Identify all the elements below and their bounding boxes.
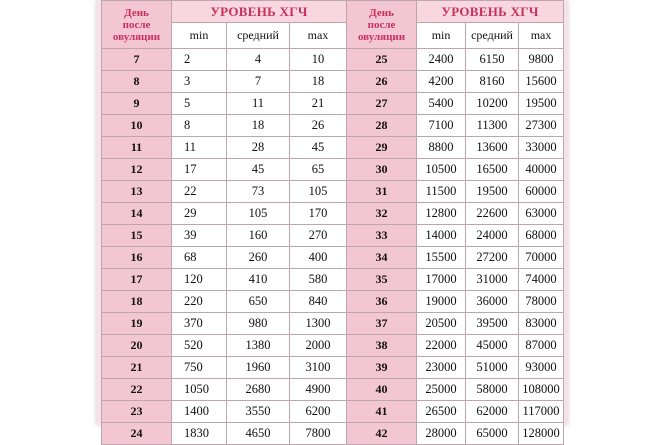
mid-value-cell: 8160: [466, 71, 519, 93]
day-cell: 27: [347, 93, 417, 115]
table-row: [102, 71, 564, 93]
day-cell: 26: [347, 71, 417, 93]
min-value-cell: 5: [172, 93, 227, 115]
min-value-cell: 22000: [417, 335, 466, 357]
day-cell: 41: [347, 401, 417, 423]
day-header-line-1: День: [124, 6, 149, 19]
mid-value-cell: 4650: [227, 423, 290, 445]
day-cell: 42: [347, 423, 417, 445]
min-value-cell: 2400: [417, 49, 466, 71]
max-value-cell: 93000: [519, 357, 564, 379]
mid-value-cell: 11300: [466, 115, 519, 137]
day-cell: 33: [347, 225, 417, 247]
min-value-cell: 17000: [417, 269, 466, 291]
day-cell: 22: [102, 379, 172, 401]
mid-value-cell: 11: [227, 93, 290, 115]
mid-value-cell: 31000: [466, 269, 519, 291]
mid-value-cell: 3550: [227, 401, 290, 423]
day-cell: 9: [102, 93, 172, 115]
day-header-line-1: День: [369, 6, 394, 19]
min-value-cell: 8800: [417, 137, 466, 159]
min-value-cell: 120: [172, 269, 227, 291]
day-cell: 32: [347, 203, 417, 225]
max-value-cell: 45: [290, 137, 347, 159]
day-after-ovulation-header-left: [102, 1, 172, 49]
day-cell: 17: [102, 269, 172, 291]
day-cell: 15: [102, 225, 172, 247]
mid-column-header-left: средний: [227, 23, 290, 49]
mid-value-cell: 160: [227, 225, 290, 247]
max-value-cell: 6200: [290, 401, 347, 423]
mid-value-cell: 105: [227, 203, 290, 225]
min-value-cell: 1400: [172, 401, 227, 423]
table-row: [102, 313, 564, 335]
mid-value-cell: 7: [227, 71, 290, 93]
min-value-cell: 4200: [417, 71, 466, 93]
min-value-cell: 520: [172, 335, 227, 357]
day-cell: 31: [347, 181, 417, 203]
mid-value-cell: 2680: [227, 379, 290, 401]
min-column-header-right: min: [417, 23, 466, 49]
mid-value-cell: 650: [227, 291, 290, 313]
min-value-cell: 19000: [417, 291, 466, 313]
max-value-cell: 580: [290, 269, 347, 291]
day-cell: 7: [102, 49, 172, 71]
min-value-cell: 39: [172, 225, 227, 247]
hcg-level-header-left: УРОВЕНЬ ХГЧ: [172, 1, 347, 23]
day-header-line-2: после: [122, 18, 151, 31]
min-value-cell: 29: [172, 203, 227, 225]
day-header-line-2: после: [367, 18, 396, 31]
mid-value-cell: 1960: [227, 357, 290, 379]
max-value-cell: 87000: [519, 335, 564, 357]
max-value-cell: 18: [290, 71, 347, 93]
mid-value-cell: 45000: [466, 335, 519, 357]
table-row: [102, 379, 564, 401]
min-value-cell: 1830: [172, 423, 227, 445]
mid-value-cell: 45: [227, 159, 290, 181]
day-cell: 10: [102, 115, 172, 137]
mid-value-cell: 4: [227, 49, 290, 71]
max-value-cell: 128000: [519, 423, 564, 445]
table-row: [102, 357, 564, 379]
min-value-cell: 7100: [417, 115, 466, 137]
day-cell: 14: [102, 203, 172, 225]
table-row: [102, 291, 564, 313]
table-row: [102, 203, 564, 225]
max-value-cell: 400: [290, 247, 347, 269]
max-value-cell: 117000: [519, 401, 564, 423]
day-header-line-3: овуляции: [357, 30, 406, 43]
day-cell: 29: [347, 137, 417, 159]
mid-value-cell: 980: [227, 313, 290, 335]
day-cell: 38: [347, 335, 417, 357]
min-value-cell: 28000: [417, 423, 466, 445]
day-cell: 35: [347, 269, 417, 291]
hcg-level-header-right: УРОВЕНЬ ХГЧ: [417, 1, 564, 23]
min-value-cell: 5400: [417, 93, 466, 115]
day-after-ovulation-header-right: [347, 1, 417, 49]
mid-value-cell: 19500: [466, 181, 519, 203]
mid-value-cell: 18: [227, 115, 290, 137]
day-cell: 30: [347, 159, 417, 181]
max-value-cell: 70000: [519, 247, 564, 269]
day-cell: 12: [102, 159, 172, 181]
table-row: [102, 269, 564, 291]
min-value-cell: 1050: [172, 379, 227, 401]
mid-value-cell: 22600: [466, 203, 519, 225]
max-value-cell: 63000: [519, 203, 564, 225]
day-cell: 19: [102, 313, 172, 335]
table-row: [102, 115, 564, 137]
table-row: [102, 225, 564, 247]
max-value-cell: 9800: [519, 49, 564, 71]
mid-column-header-right: средний: [466, 23, 519, 49]
min-value-cell: 370: [172, 313, 227, 335]
max-value-cell: 21: [290, 93, 347, 115]
max-value-cell: 270: [290, 225, 347, 247]
max-value-cell: 68000: [519, 225, 564, 247]
max-value-cell: 27300: [519, 115, 564, 137]
max-value-cell: 1300: [290, 313, 347, 335]
max-value-cell: 60000: [519, 181, 564, 203]
day-cell: 34: [347, 247, 417, 269]
mid-value-cell: 65000: [466, 423, 519, 445]
max-column-header-left: max: [290, 23, 347, 49]
day-cell: 13: [102, 181, 172, 203]
mid-value-cell: 36000: [466, 291, 519, 313]
day-cell: 36: [347, 291, 417, 313]
min-value-cell: 17: [172, 159, 227, 181]
day-cell: 28: [347, 115, 417, 137]
day-cell: 23: [102, 401, 172, 423]
table-row: [102, 423, 564, 445]
max-value-cell: 74000: [519, 269, 564, 291]
min-value-cell: 68: [172, 247, 227, 269]
max-value-cell: 26: [290, 115, 347, 137]
mid-value-cell: 62000: [466, 401, 519, 423]
day-cell: 16: [102, 247, 172, 269]
max-value-cell: 65: [290, 159, 347, 181]
min-column-header-left: min: [172, 23, 227, 49]
min-value-cell: 22: [172, 181, 227, 203]
max-value-cell: 78000: [519, 291, 564, 313]
mid-value-cell: 39500: [466, 313, 519, 335]
mid-value-cell: 58000: [466, 379, 519, 401]
min-value-cell: 750: [172, 357, 227, 379]
table-row: [102, 137, 564, 159]
mid-value-cell: 27200: [466, 247, 519, 269]
day-cell: 24: [102, 423, 172, 445]
min-value-cell: 11: [172, 137, 227, 159]
day-cell: 37: [347, 313, 417, 335]
mid-value-cell: 6150: [466, 49, 519, 71]
mid-value-cell: 16500: [466, 159, 519, 181]
min-value-cell: 20500: [417, 313, 466, 335]
mid-value-cell: 260: [227, 247, 290, 269]
day-header-line-3: овуляции: [112, 30, 161, 43]
table-row: [102, 181, 564, 203]
min-value-cell: 14000: [417, 225, 466, 247]
table-row: [102, 49, 564, 71]
hcg-level-table: [101, 0, 564, 445]
table-row: [102, 401, 564, 423]
table-body: [102, 49, 564, 445]
max-value-cell: 10: [290, 49, 347, 71]
min-value-cell: 8: [172, 115, 227, 137]
max-value-cell: 108000: [519, 379, 564, 401]
min-value-cell: 12800: [417, 203, 466, 225]
mid-value-cell: 13600: [466, 137, 519, 159]
mid-value-cell: 10200: [466, 93, 519, 115]
max-column-header-right: max: [519, 23, 564, 49]
mid-value-cell: 1380: [227, 335, 290, 357]
mid-value-cell: 24000: [466, 225, 519, 247]
day-cell: 21: [102, 357, 172, 379]
max-value-cell: 7800: [290, 423, 347, 445]
table-row: [102, 247, 564, 269]
min-value-cell: 2: [172, 49, 227, 71]
max-value-cell: 4900: [290, 379, 347, 401]
max-value-cell: 40000: [519, 159, 564, 181]
max-value-cell: 33000: [519, 137, 564, 159]
mid-value-cell: 410: [227, 269, 290, 291]
day-cell: 40: [347, 379, 417, 401]
min-value-cell: 23000: [417, 357, 466, 379]
day-cell: 11: [102, 137, 172, 159]
max-value-cell: 105: [290, 181, 347, 203]
min-value-cell: 220: [172, 291, 227, 313]
day-cell: 18: [102, 291, 172, 313]
max-value-cell: 15600: [519, 71, 564, 93]
min-value-cell: 10500: [417, 159, 466, 181]
max-value-cell: 170: [290, 203, 347, 225]
mid-value-cell: 28: [227, 137, 290, 159]
max-value-cell: 3100: [290, 357, 347, 379]
max-value-cell: 2000: [290, 335, 347, 357]
mid-value-cell: 73: [227, 181, 290, 203]
max-value-cell: 840: [290, 291, 347, 313]
day-cell: 25: [347, 49, 417, 71]
max-value-cell: 19500: [519, 93, 564, 115]
min-value-cell: 11500: [417, 181, 466, 203]
min-value-cell: 3: [172, 71, 227, 93]
table-row: [102, 93, 564, 115]
day-cell: 20: [102, 335, 172, 357]
mid-value-cell: 51000: [466, 357, 519, 379]
table-row: [102, 159, 564, 181]
day-cell: 39: [347, 357, 417, 379]
table-row: [102, 335, 564, 357]
day-cell: 8: [102, 71, 172, 93]
max-value-cell: 83000: [519, 313, 564, 335]
min-value-cell: 15500: [417, 247, 466, 269]
min-value-cell: 26500: [417, 401, 466, 423]
min-value-cell: 25000: [417, 379, 466, 401]
